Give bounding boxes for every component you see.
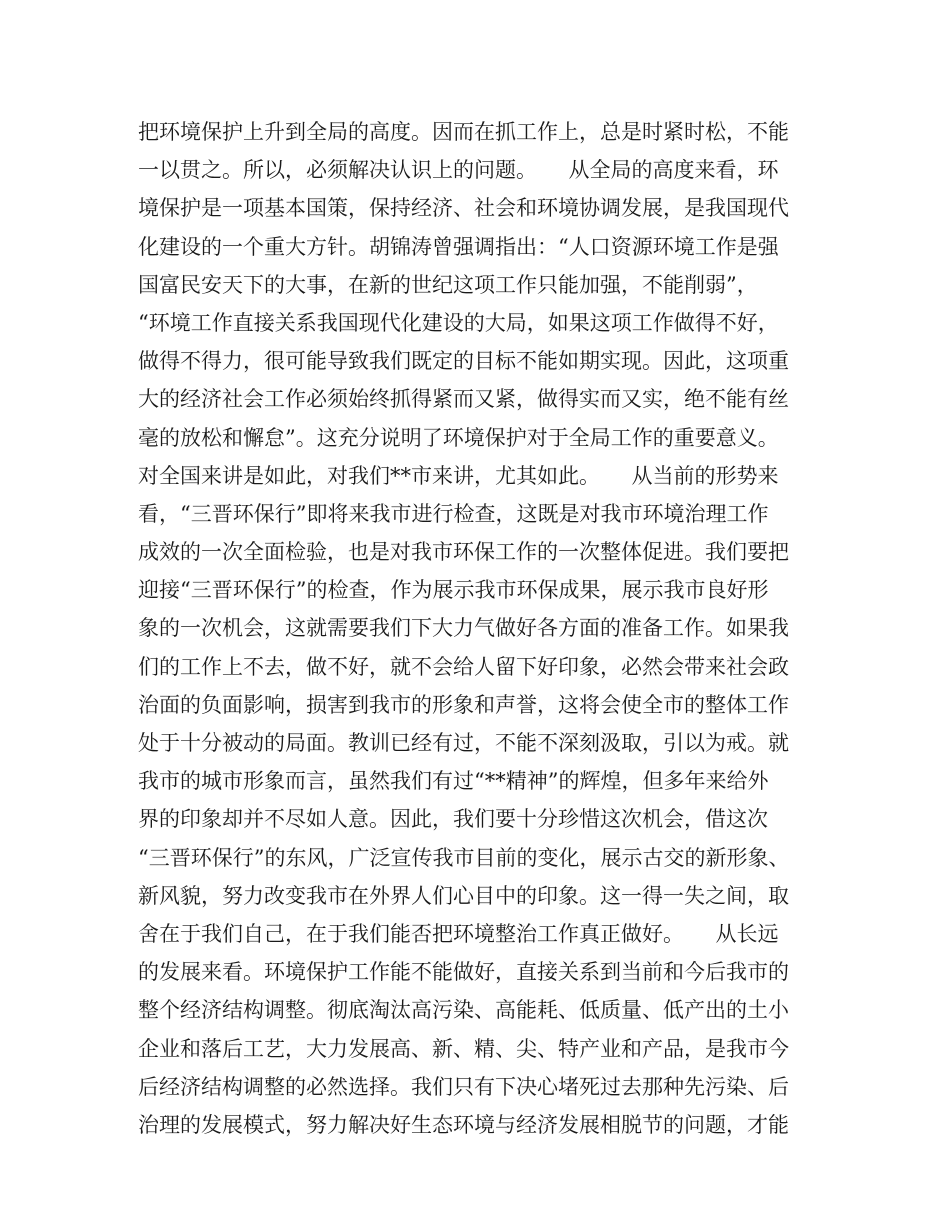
text-line: 的发展来看。环境保护工作能不能做好，直接关系到当前和今后我市的 [138, 960, 789, 985]
text-line: “三晋环保行”的东风，广泛宣传我市目前的变化，展示古交的新形象、 [138, 845, 790, 870]
text-line: 界的印象却并不尽如人意。因此，我们要十分珍惜这次机会，借这次 [138, 807, 768, 832]
text-line: 对全国来讲是如此，对我们**市来讲，尤其如此。 从当前的形势来 [138, 463, 779, 488]
text-line: 企业和落后工艺，大力发展高、新、精、尖、特产业和产品，是我市今 [138, 1036, 789, 1061]
text-line: 境保护是一项基本国策，保持经济、社会和环境协调发展，是我国现代 [138, 196, 789, 221]
text-line: 做得不得力，很可能导致我们既定的目标不能如期实现。因此，这项重 [138, 349, 789, 374]
text-line: 大的经济社会工作必须始终抓得紧而又紧，做得实而又实，绝不能有丝 [138, 387, 789, 412]
text-line: 成效的一次全面检验，也是对我市环保工作的一次整体促进。我们要把 [138, 540, 789, 565]
text-line: 毫的放松和懈怠”。这充分说明了环境保护对于全局工作的重要意义。 [138, 425, 779, 450]
text-line: 整个经济结构调整。彻底淘汰高污染、高能耗、低质量、低产出的土小 [138, 998, 789, 1023]
text-line: 国富民安天下的大事，在新的世纪这项工作只能加强，不能削弱”， [138, 272, 758, 297]
text-line: 一以贯之。所以，必须解决认识上的问题。 从全局的高度来看，环 [138, 158, 779, 183]
text-line: 象的一次机会，这就需要我们下大力气做好各方面的准备工作。如果我 [138, 616, 789, 641]
text-line: 舍在于我们自己，在于我们能否把环境整治工作真正做好。 从长远 [138, 921, 779, 946]
text-line: 看，“三晋环保行”即将来我市进行检查，这既是对我市环境治理工作 [138, 501, 769, 526]
text-line: “环境工作直接关系我国现代化建设的大局，如果这项工作做得不好， [138, 310, 779, 335]
text-line: 把环境保护上升到全局的高度。因而在抓工作上，总是时紧时松，不能 [138, 120, 789, 144]
text-line: 们的工作上不去，做不好，就不会给人留下好印象，必然会带来社会政 [138, 654, 789, 679]
text-line: 治面的负面影响，损害到我市的形象和声誉，这将会使全市的整体工作 [138, 692, 789, 717]
text-line: 新风貌，努力改变我市在外界人们心目中的印象。这一得一失之间，取 [138, 883, 789, 908]
body-text [138, 113, 818, 1144]
text-line: 治理的发展模式，努力解决好生态环境与经济发展相脱节的问题，才能 [138, 1112, 789, 1137]
text-line: 后经济结构调整的必然选择。我们只有下决心堵死过去那种先污染、后 [138, 1074, 789, 1099]
text-line: 化建设的一个重大方针。胡锦涛曾强调指出：“人口资源环境工作是强 [138, 234, 779, 259]
text-line: 我市的城市形象而言，虽然我们有过“**精神”的辉煌，但多年来给外 [138, 769, 769, 794]
text-line: 迎接“三晋环保行”的检查，作为展示我市环保成果，展示我市良好形 [138, 578, 769, 603]
text-line: 处于十分被动的局面。教训已经有过，不能不深刻汲取，引以为戒。就 [138, 731, 789, 755]
